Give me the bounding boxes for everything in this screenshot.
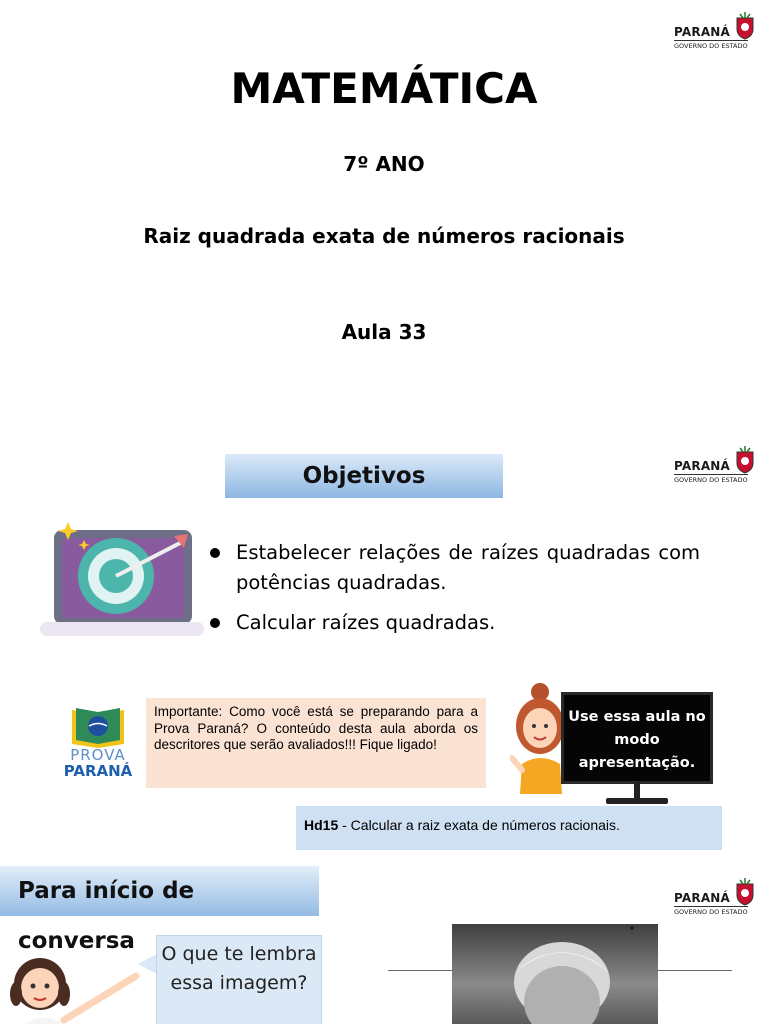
parana-word: PARANÁ <box>63 762 133 780</box>
slide-objectives <box>0 432 768 866</box>
parana-logo <box>674 446 760 486</box>
page-title: MATEMÁTICA <box>230 64 538 113</box>
logo-name: PARANÁ <box>674 25 731 39</box>
bullet-icon <box>210 548 220 558</box>
logo-name: PARANÁ <box>674 459 731 473</box>
conversation-header: Para início de conversa <box>0 866 319 916</box>
prova-word: PROVA <box>70 746 126 764</box>
monitor-stand-icon <box>602 782 672 806</box>
speech-bubble: O que te lembra essa imagem? <box>156 935 322 1024</box>
logo-name: PARANÁ <box>674 891 731 905</box>
logo-subtitle: GOVERNO DO ESTADO <box>674 476 748 484</box>
descriptor-box <box>296 806 722 850</box>
grade-label: 7º ANO <box>343 152 425 176</box>
portrait-photo <box>452 924 658 1024</box>
objectives-header: Objetivos <box>225 454 503 498</box>
presentation-monitor <box>561 692 713 784</box>
parana-shield-icon <box>734 878 756 906</box>
objectives-list <box>210 538 700 648</box>
divider-line <box>388 970 452 971</box>
parana-logo <box>674 878 760 918</box>
list-item <box>210 608 700 638</box>
objective-text: Estabelecer relações de raízes quadradas com potências quadradas. <box>236 541 700 594</box>
slide-title <box>0 0 768 432</box>
lesson-number: Aula 33 <box>341 320 427 344</box>
descriptor-text: - Calcular a raiz exata de números racionais. <box>338 817 620 833</box>
slide-conversation <box>0 866 768 1024</box>
speech-bubble-tail <box>138 954 157 974</box>
objective-text: Calcular raízes quadradas. <box>236 611 496 634</box>
historical-photo <box>452 924 658 1024</box>
list-item <box>210 538 700 598</box>
important-note: Importante: Como você está se preparando para a Prova Paraná? O conteúdo desta aula aborda os descritores que serão avaliados!!! Fique ligado! <box>146 698 486 788</box>
student-avatar-icon <box>8 954 148 1024</box>
logo-subtitle: GOVERNO DO ESTADO <box>674 908 748 916</box>
lesson-subject: Raiz quadrada exata de números racionais <box>143 224 625 248</box>
descriptor-code: Hd15 <box>304 817 339 833</box>
parana-logo <box>674 12 760 52</box>
bullet-icon <box>210 618 220 628</box>
prova-parana-logo <box>60 702 136 782</box>
prova-parana-book-icon <box>70 704 126 748</box>
parana-shield-icon <box>734 446 756 474</box>
teacher-avatar-icon <box>510 682 568 798</box>
logo-subtitle: GOVERNO DO ESTADO <box>674 42 748 50</box>
monitor-text: Use essa aula no modo apresentação. <box>568 709 706 771</box>
parana-shield-icon <box>734 12 756 40</box>
divider-line <box>658 970 732 971</box>
target-laptop-icon <box>38 518 206 642</box>
